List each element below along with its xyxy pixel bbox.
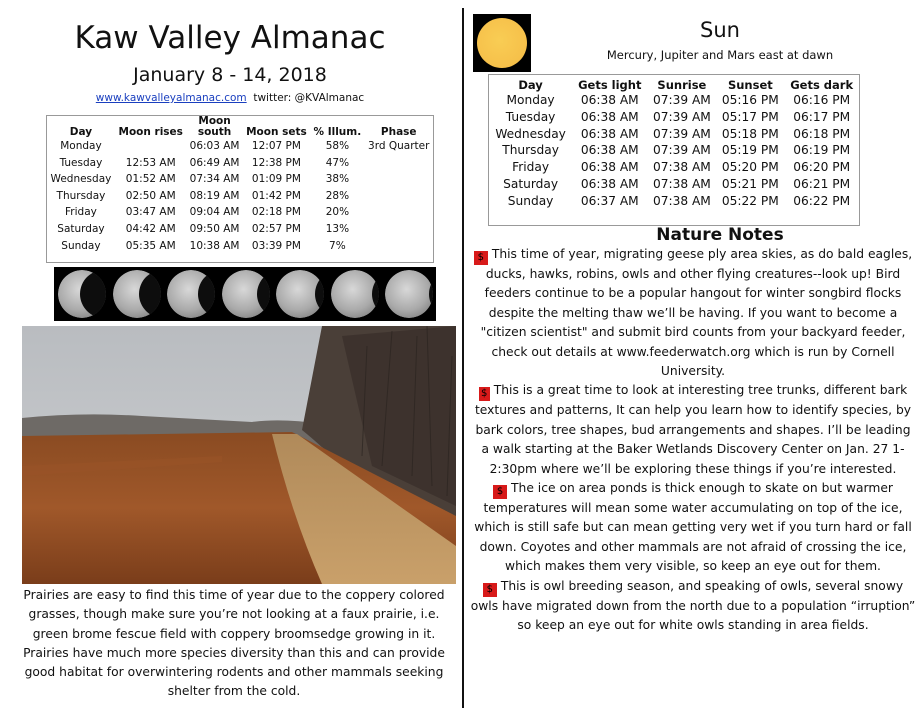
table-row xyxy=(47,155,433,172)
table-cell xyxy=(364,238,433,255)
table-row xyxy=(489,92,859,109)
table-cell: 09:50 AM xyxy=(189,222,240,235)
table-cell: 06:20 PM xyxy=(793,160,851,175)
table-row xyxy=(47,238,433,255)
sun-image xyxy=(473,14,531,72)
sun-table xyxy=(488,74,860,226)
table-row xyxy=(47,221,433,238)
table-cell: 06:38 AM xyxy=(580,126,639,141)
table-cell: Friday xyxy=(65,206,97,219)
table-cell: 06:37 AM xyxy=(580,193,639,208)
table-cell: Thursday xyxy=(56,189,106,202)
moon-phase-icon xyxy=(113,270,161,318)
table-cell: 38% xyxy=(325,173,350,186)
moon-phase-icon xyxy=(167,270,215,318)
table-cell: 07:38 AM xyxy=(652,193,711,208)
table-cell: 05:18 PM xyxy=(721,126,779,141)
twitter-handle: twitter: @KVAlmanac xyxy=(253,92,365,104)
moon-phase-icon xyxy=(58,270,106,318)
moon-header-illum: % Illum. xyxy=(313,126,362,138)
table-cell: 05:17 PM xyxy=(721,109,779,124)
moon-header-phase: Phase xyxy=(380,126,417,138)
table-cell: 06:38 AM xyxy=(580,93,639,107)
table-cell: 01:09 PM xyxy=(251,173,301,186)
sun-table-header xyxy=(489,79,859,92)
moon-phase-icon xyxy=(222,270,270,318)
moon-phase-icon xyxy=(276,270,324,318)
moon-table xyxy=(46,115,434,263)
moon-header-south: Moon south xyxy=(197,115,232,138)
table-cell: 06:38 AM xyxy=(580,160,639,175)
table-cell: 02:18 PM xyxy=(251,206,301,219)
nature-note-text: This is a great time to look at interesting tree trunks, different bark textures and patterns, It can help you learn how to identify species, by bark colors, tree shapes, bud arrangements and shapes. I’ll be leading a walk starting at the Baker Wetlands Discovery Center on Jan. 27 1-2:30pm where we’ll be exploring these things if you’re interested. xyxy=(474,383,912,476)
nature-note xyxy=(470,479,916,577)
table-cell: 05:20 PM xyxy=(721,160,779,175)
table-cell: 28% xyxy=(325,189,350,202)
table-cell xyxy=(115,138,187,155)
almanac-title: Kaw Valley Almanac xyxy=(74,20,386,56)
table-cell: Sunday xyxy=(61,239,101,252)
links-line xyxy=(0,92,460,104)
nature-note xyxy=(470,245,916,381)
table-cell: 47% xyxy=(325,156,350,169)
sun-subtitle: Mercury, Jupiter and Mars east at dawn xyxy=(606,48,834,62)
table-cell: 07:39 AM xyxy=(652,109,711,124)
website-link[interactable]: www.kawvalleyalmanac.com xyxy=(95,92,247,104)
table-row xyxy=(489,193,859,210)
moon-phase-icon xyxy=(331,270,379,318)
sun-header-gets-light: Gets light xyxy=(578,78,642,92)
table-cell: 04:42 AM xyxy=(125,222,176,235)
table-cell: 07:38 AM xyxy=(652,160,711,175)
prairie-photo xyxy=(22,326,456,584)
left-column xyxy=(0,0,460,715)
dollar-bullet-icon: $ xyxy=(493,485,507,499)
table-cell: Thursday xyxy=(502,143,559,158)
table-cell: 07:39 AM xyxy=(652,143,711,158)
table-cell: 06:49 AM xyxy=(189,156,240,169)
table-cell: Wednesday xyxy=(50,173,112,186)
table-cell: 13% xyxy=(325,222,350,235)
table-cell: Friday xyxy=(512,160,550,175)
table-cell: 06:19 PM xyxy=(793,143,851,158)
table-cell: 05:21 PM xyxy=(721,176,779,191)
table-cell: 05:19 PM xyxy=(721,143,779,158)
table-cell: Saturday xyxy=(503,176,559,191)
table-cell: 07:34 AM xyxy=(189,173,240,186)
table-cell: Saturday xyxy=(57,222,105,235)
table-cell: Monday xyxy=(506,93,555,107)
nature-note-text: This is owl breeding season, and speaking of owls, several snowy owls have migrated down from the north due to a population “irruption” so keep an eye out for white owls standing in area fields. xyxy=(470,578,916,633)
table-cell xyxy=(364,188,433,205)
table-cell: 07:38 AM xyxy=(652,176,711,191)
table-cell: 06:38 AM xyxy=(580,143,639,158)
sun-header-day: Day xyxy=(518,78,543,92)
table-cell: 08:19 AM xyxy=(189,189,240,202)
table-cell: 06:03 AM xyxy=(189,140,240,152)
table-cell: 06:17 PM xyxy=(793,109,851,124)
table-cell: 05:35 AM xyxy=(125,239,176,252)
table-row xyxy=(47,188,433,205)
sun-title: Sun xyxy=(700,18,740,42)
table-cell xyxy=(364,155,433,172)
table-cell: Monday xyxy=(60,140,102,152)
table-cell: 06:21 PM xyxy=(793,176,851,191)
table-cell: 06:18 PM xyxy=(793,126,851,141)
table-cell: 06:38 AM xyxy=(580,176,639,191)
nature-note xyxy=(470,577,916,636)
moon-phase-icon xyxy=(385,270,433,318)
moon-header-sets: Moon sets xyxy=(246,126,307,138)
table-cell: 7% xyxy=(329,239,346,252)
table-row xyxy=(489,109,859,126)
table-row xyxy=(489,126,859,143)
sun-header-gets-dark: Gets dark xyxy=(790,78,854,92)
table-cell xyxy=(364,204,433,221)
sun-header-sunset: Sunset xyxy=(727,78,773,92)
table-cell: Wednesday xyxy=(495,126,566,141)
dollar-bullet-icon: $ xyxy=(479,387,490,401)
table-cell: 05:22 PM xyxy=(721,193,779,208)
photo-caption: Prairies are easy to find this time of year due to the coppery colored grasses, though make sure you’re not looking at a faux prairie, i.e. green brome fescue field with coppery broomsedge growing in it. Prairies have much more species diversity than this and can provide good habitat for overwintering rodents and other mammals seeking shelter from the cold. xyxy=(23,588,445,699)
table-cell: 3rd Quarter xyxy=(368,140,430,152)
nature-notes-body xyxy=(470,245,916,636)
nature-notes-title: Nature Notes xyxy=(656,225,784,245)
table-cell: 01:52 AM xyxy=(125,173,176,186)
moon-header-day: Day xyxy=(69,126,93,138)
table-cell: 58% xyxy=(325,140,350,152)
table-cell: 12:07 PM xyxy=(251,140,301,152)
table-cell: 06:16 PM xyxy=(793,93,851,107)
table-cell xyxy=(364,171,433,188)
nature-note-text: This time of year, migrating geese ply area skies, as do bald eagles, ducks, hawks, robins, owls and other flying creatures--look up! Bird feeders continue to be a popular hangout for winter songbird flocks despite the melting thaw we’ll be having. If you want to become a "citizen scientist" and submit bird counts from your backyard feeder, check out details at www.feederwatch.org which is run by Cornell University. xyxy=(480,247,913,379)
sun-header-sunrise: Sunrise xyxy=(657,78,707,92)
table-row xyxy=(489,176,859,193)
table-cell: 02:57 PM xyxy=(251,222,301,235)
nature-note xyxy=(470,381,916,479)
table-cell: 06:22 PM xyxy=(793,193,851,208)
moon-phase-strip xyxy=(54,267,436,321)
sun-disc-icon xyxy=(477,18,527,68)
table-cell: 07:39 AM xyxy=(652,93,711,107)
table-cell: 02:50 AM xyxy=(125,189,176,202)
table-cell: 07:39 AM xyxy=(652,126,711,141)
moon-header-rises: Moon rises xyxy=(118,126,183,138)
dollar-bullet-icon: $ xyxy=(483,583,497,597)
table-cell: 01:42 PM xyxy=(251,189,301,202)
date-range: January 8 - 14, 2018 xyxy=(133,64,327,86)
table-row xyxy=(47,138,433,155)
table-cell: 03:39 PM xyxy=(251,239,301,252)
table-cell: Tuesday xyxy=(59,156,103,169)
table-cell: 10:38 AM xyxy=(189,239,240,252)
moon-table-header xyxy=(47,116,433,138)
table-cell: Tuesday xyxy=(505,109,556,124)
table-row xyxy=(47,204,433,221)
table-cell xyxy=(364,221,433,238)
table-cell: 12:53 AM xyxy=(125,156,176,169)
table-cell: 03:47 AM xyxy=(125,206,176,219)
table-row xyxy=(489,159,859,176)
dollar-bullet-icon: $ xyxy=(474,251,488,265)
table-cell: 20% xyxy=(325,206,350,219)
table-cell: Sunday xyxy=(507,193,554,208)
table-cell: 06:38 AM xyxy=(580,109,639,124)
table-cell: 09:04 AM xyxy=(189,206,240,219)
nature-note-text: The ice on area ponds is thick enough to skate on but warmer temperatures will mean some water accumulating on top of the ice, which is still safe but can mean getting very wet if you turn hard or fall down. Coyotes and other mammals are not afraid of crossing the ice, which makes them very visible, so keep an eye out for them. xyxy=(474,481,912,574)
table-row xyxy=(489,142,859,159)
table-cell: 12:38 PM xyxy=(251,156,301,169)
table-cell: 05:16 PM xyxy=(721,93,779,107)
table-row xyxy=(47,171,433,188)
column-divider xyxy=(462,8,464,708)
